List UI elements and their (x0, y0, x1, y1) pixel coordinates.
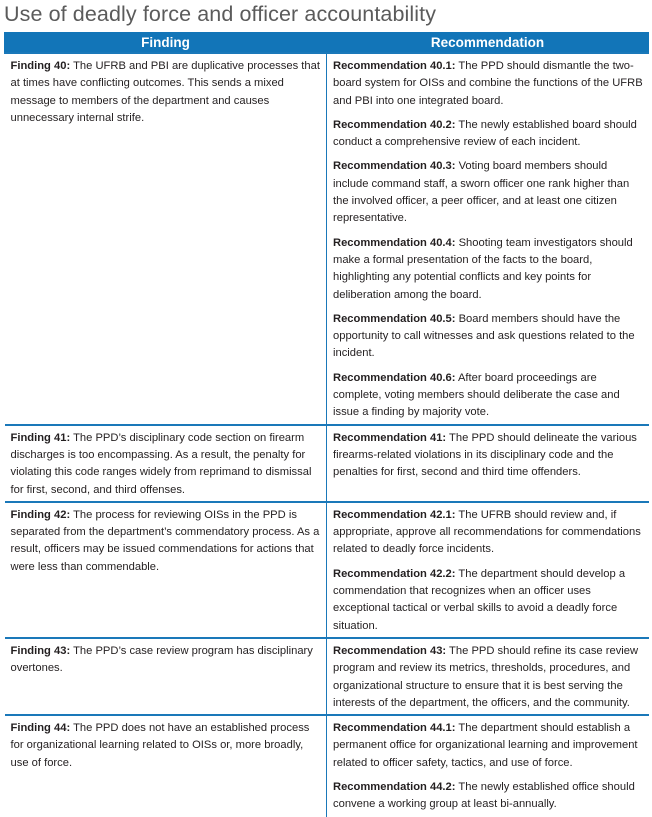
recommendation-label: Recommendation 40.4: (333, 236, 456, 249)
recommendation-text: Voting board members should include command staff, a sworn officer one rank higher than the involved officer, a peer officer, and at least one citizen representative. (333, 160, 630, 225)
recommendation-item (333, 235, 644, 304)
finding-label: Finding 41: (10, 431, 71, 444)
recommendation-text: The department should establish a permanent office for organizational learning and improvement related to officer safety, tactics, and use of force. (333, 722, 638, 769)
recommendation-label: Recommendation 44.2: (333, 780, 456, 793)
finding-text: The PPD’s disciplinary code section on firearm discharges is too encompassing. As a result, the penalty for violating this code ranges widely from reprimand to dismissal for first, second, and third offenses. (10, 431, 312, 496)
findings-table (4, 32, 649, 817)
recommendation-label: Recommendation 40.2: (333, 118, 456, 131)
recommendation-cell (327, 425, 649, 502)
recommendation-text: The department should develop a commendation that recognizes when an officer uses exceptional tactical or verbal skills to avoid a deadly force situation. (333, 567, 626, 632)
recommendation-cell (327, 502, 649, 638)
recommendation-label: Recommendation 40.6: (333, 371, 456, 384)
recommendation-item (333, 158, 644, 227)
recommendation-text: The newly established board should conduct a comprehensive review of each incident. (333, 118, 637, 149)
recommendation-cell (327, 715, 649, 816)
finding-label: Finding 42: (10, 508, 71, 521)
finding-label: Finding 43: (10, 644, 71, 657)
recommendation-item (333, 566, 644, 635)
recommendation-item (333, 720, 644, 772)
finding-text: The UFRB and PBI are duplicative processes that at times have conflicting outcomes. This sends a mixed message to members of the department and causes unnecessary internal strife. (10, 60, 320, 124)
finding-text: The PPD’s case review program has disciplinary overtones. (10, 644, 313, 675)
recommendation-label: Recommendation 44.1: (333, 722, 456, 735)
table-row (5, 53, 649, 425)
recommendation-item (333, 311, 644, 363)
finding-cell (5, 53, 327, 425)
finding-cell (5, 715, 327, 816)
recommendation-label: Recommendation 42.2: (333, 567, 456, 580)
recommendation-item (333, 507, 644, 559)
recommendation-label: Recommendation 40.3: (333, 160, 456, 173)
recommendation-item (333, 58, 644, 110)
table-row (5, 715, 649, 816)
recommendation-label: Recommendation 42.1: (333, 508, 456, 521)
recommendation-item (333, 370, 644, 422)
finding-text: The process for reviewing OISs in the PPD is separated from the department’s commendatory process. As a result, officers may be issued commendations for actions that were less than commendable. (10, 508, 320, 573)
finding-text: The PPD does not have an established process for organizational learning related to OISs or, more broadly, use of force. (10, 722, 310, 769)
table-header-row (5, 33, 649, 54)
finding-column-header: Finding (5, 33, 327, 54)
finding-cell (5, 502, 327, 638)
finding-label: Finding 44: (10, 722, 71, 735)
recommendation-item (333, 117, 644, 152)
recommendation-column-header: Recommendation (327, 33, 649, 54)
recommendation-text: The PPD should delineate the various firearms-related violations in its disciplinary code and the penalties for first, second and third time offenders. (333, 431, 637, 479)
table-body (5, 53, 649, 817)
recommendation-cell (327, 53, 649, 425)
finding-cell (5, 638, 327, 715)
recommendation-text: The PPD should dismantle the two-board system for OISs and combine the functions of the UFRB and PBI into one integrated board. (333, 60, 643, 107)
recommendation-text: The PPD should refine its case review program and review its metrics, thresholds, procedures, and organizational structure to ensure that it is best serving the interests of the department, the officers, and the community. (333, 644, 639, 709)
recommendation-text: After board proceedings are complete, voting members should deliberate the case and issue a finding by majority vote. (333, 371, 620, 419)
recommendation-label: Recommendation 41: (333, 431, 447, 444)
recommendation-text: The newly established office should convene a working group at least bi-annually. (333, 780, 635, 811)
recommendation-item (333, 779, 644, 814)
table-row (5, 502, 649, 638)
table-row (5, 638, 649, 715)
finding-cell (5, 425, 327, 502)
recommendation-label: Recommendation 43: (333, 644, 447, 657)
recommendation-item (333, 643, 644, 712)
page-title: Use of deadly force and officer accountability (4, 2, 437, 26)
recommendation-text: Board members should have the opportunity to call witnesses and ask questions related to the incident. (333, 312, 635, 360)
finding-label: Finding 40: (10, 60, 71, 72)
table-row (5, 425, 649, 502)
recommendation-text: Shooting team investigators should make a formal presentation of the facts to the board, highlighting any potential conflicts and key points for deliberation among the board. (333, 236, 633, 301)
recommendation-cell (327, 638, 649, 715)
recommendation-text: The UFRB should review and, if appropriate, approve all recommendations for commendations related to deadly force incidents. (333, 508, 641, 556)
recommendation-label: Recommendation 40.1: (333, 60, 456, 72)
recommendation-item (333, 430, 644, 482)
recommendation-label: Recommendation 40.5: (333, 312, 456, 325)
